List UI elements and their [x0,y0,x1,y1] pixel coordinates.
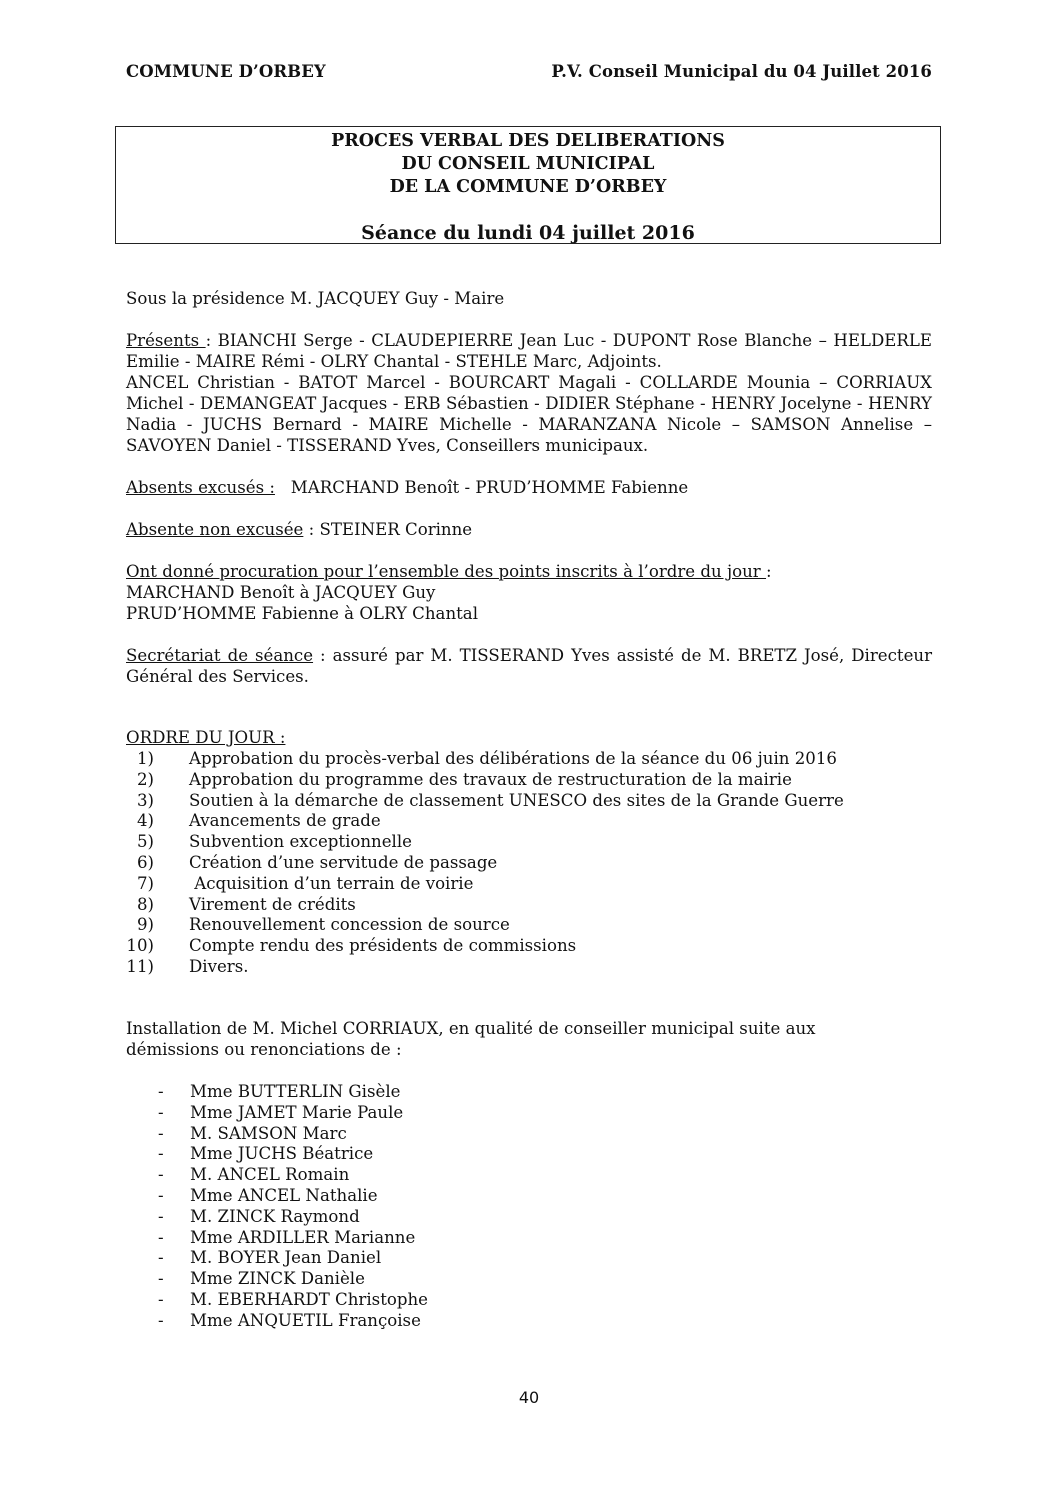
agenda-number: 6) [136,852,154,872]
agenda-item [126,831,932,852]
agenda-number: 4) [136,811,154,831]
resignation-item [126,1081,932,1102]
secretariat [126,645,932,687]
procuration-item: MARCHAND Benoît à JACQUEY Guy [126,583,436,602]
agenda-number: 2) [136,769,154,789]
absents-excuses-value: MARCHAND Benoît - PRUD’HOMME Fabienne [290,478,689,497]
resignation-name: Mme BUTTERLIN Gisèle [190,1082,401,1101]
dash-bullet: - [158,1206,164,1226]
agenda-item [126,790,932,811]
resignation-name: M. ZINCK Raymond [190,1206,360,1226]
resignation-item [126,1102,932,1123]
resignation-name: M. SAMSON Marc [190,1123,347,1143]
secretariat-value: : assuré par M. TISSERAND Yves assisté de M. BRETZ José, Directeur Général des Services. [126,646,933,686]
resignation-item [126,1123,932,1144]
resignation-name: Mme ANQUETIL Françoise [190,1310,421,1330]
agenda-number: 10) [126,936,154,956]
presidence: Sous la présidence M. JACQUEY Guy - Maire [126,289,505,308]
attendance-section [126,288,932,687]
agenda-text: Subvention exceptionnelle [189,832,412,852]
resignation-item [126,1143,932,1164]
absente-non-excusee [126,519,932,540]
presents-conseillers: ANCEL Christian - BATOT Marcel - BOURCART Magali - COLLARDE Mounia – CORRIAUX Michel - DEMANGEAT Jacques - ERB Sébastien - DIDIER Stéphane - HENRY Jocelyne - HENRY Nadia - JUCHS Bernard - MAIRE Michelle - MARANZANA Nicole – SAMSON Annelise – SAVOYEN Daniel - TISSERAND Yves, Conseillers municipaux. [126,373,932,455]
resignation-item [126,1247,932,1268]
agenda-number: 5) [136,832,154,852]
absents-excuses-label: Absents excusés : [126,478,275,497]
agenda-number: 11) [126,956,154,976]
header-commune: COMMUNE D’ORBEY [126,62,326,81]
agenda-text: Avancements de grade [189,811,381,831]
resignation-name: Mme ANCEL Nathalie [190,1185,378,1205]
dash-bullet: - [158,1248,164,1268]
presents-sep: : [205,331,218,350]
title-line-1: PROCES VERBAL DES DELIBERATIONS [331,131,725,151]
procuration-item: PRUD’HOMME Fabienne à OLRY Chantal [126,604,479,623]
presents-adjoints-list: BIANCHI Serge - CLAUDEPIERRE Jean Luc - DUPONT Rose Blanche – HELDERLE Emilie - MAIRE Rémi - OLRY Chantal - STEHLE Marc, Adjoints. [126,331,932,371]
dash-bullet: - [158,1144,164,1164]
agenda-item [126,852,932,873]
agenda-item [126,935,932,956]
agenda-number: 9) [136,915,154,935]
installation-section [126,1018,932,1331]
agenda-item [126,914,932,935]
agenda-item [126,810,932,831]
header-pv-title: P.V. Conseil Municipal du 04 Juillet 2016 [551,62,932,81]
resignation-item [126,1310,932,1331]
resignations-list [126,1081,932,1331]
dash-bullet: - [158,1269,164,1289]
agenda-number: 3) [136,790,154,810]
ordre-du-jour-label: ORDRE DU JOUR : [126,728,286,747]
ordre-du-jour-list [126,748,932,977]
agenda-text: Création d’une servitude de passage [189,852,498,872]
seance-date: Séance du lundi 04 juillet 2016 [361,222,695,244]
agenda-item [126,873,932,894]
resignation-name: Mme ZINCK Danièle [190,1269,365,1289]
agenda-number: 7) [136,873,154,893]
presents-label: Présents [126,331,206,350]
installation-text: Installation de M. Michel CORRIAUX, en qualité de conseiller municipal suite aux démissions ou renonciations de : [126,1019,816,1059]
agenda-text: Approbation du programme des travaux de restructuration de la mairie [189,769,792,789]
ordre-du-jour-section [126,727,932,977]
procuration-heading [126,561,932,582]
agenda-text: Acquisition d’un terrain de voirie [189,873,474,893]
agenda-text: Compte rendu des présidents de commissions [189,936,577,956]
title-box [115,126,941,244]
agenda-number: 8) [136,894,154,914]
agenda-text: Approbation du procès-verbal des délibérations de la séance du 06 juin 2016 [189,749,837,768]
resignation-item [126,1227,932,1248]
agenda-item [126,769,932,790]
dash-bullet: - [158,1123,164,1143]
procuration-sep: : [766,562,772,581]
dash-bullet: - [158,1185,164,1205]
dash-bullet: - [158,1165,164,1185]
agenda-item [126,956,932,977]
agenda-item [126,748,932,769]
resignation-item [126,1268,932,1289]
resignation-item [126,1164,932,1185]
absents-excuses [126,477,932,498]
dash-bullet: - [158,1102,164,1122]
dash-bullet: - [158,1082,164,1101]
title-line-3: DE LA COMMUNE D’ORBEY [389,177,667,197]
dash-bullet: - [158,1289,164,1309]
resignation-name: M. ANCEL Romain [190,1165,350,1185]
resignation-name: Mme JAMET Marie Paule [190,1102,404,1122]
resignation-name: M. BOYER Jean Daniel [190,1248,382,1268]
agenda-number: 1) [136,749,154,768]
procuration-label: Ont donné procuration pour l’ensemble des points inscrits à l’ordre du jour [126,562,767,581]
title-line-2: DU CONSEIL MUNICIPAL [401,154,655,174]
agenda-item [126,894,932,915]
agenda-text: Soutien à la démarche de classement UNESCO des sites de la Grande Guerre [189,790,844,810]
presents-adjoints [126,330,932,372]
absente-non-excusee-value: : STEINER Corinne [303,520,473,539]
agenda-text: Renouvellement concession de source [189,915,510,935]
absente-non-excusee-label: Absente non excusée [126,520,304,539]
agenda-text: Virement de crédits [189,894,356,914]
resignation-item [126,1185,932,1206]
resignation-item [126,1289,932,1310]
agenda-text: Divers. [189,956,249,976]
secretariat-label: Secrétariat de séance [126,646,314,665]
resignation-name: Mme ARDILLER Marianne [190,1227,416,1247]
resignation-item [126,1206,932,1227]
page-number: 40 [518,1388,540,1407]
resignation-name: Mme JUCHS Béatrice [190,1144,374,1164]
dash-bullet: - [158,1310,164,1330]
dash-bullet: - [158,1227,164,1247]
resignation-name: M. EBERHARDT Christophe [190,1289,428,1309]
